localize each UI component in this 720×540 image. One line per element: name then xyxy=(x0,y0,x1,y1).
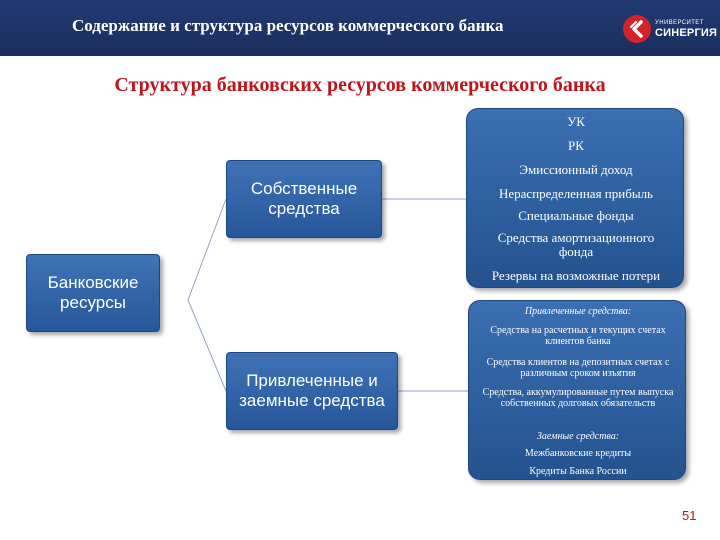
borrowed-funds-list xyxy=(468,300,686,480)
connector-root-borrowed xyxy=(188,300,226,391)
slide-subtitle: Структура банковских ресурсов коммерческого банка xyxy=(114,74,606,96)
list-item: Кредиты Банка России xyxy=(529,466,627,477)
list-heading: Привлеченные средства: xyxy=(524,306,632,317)
logo-text-synergy: СИНЕРГИЯ xyxy=(655,27,718,39)
list-item: Резервы на возможные потери xyxy=(491,268,661,283)
list-item: Межбанковские кредиты xyxy=(524,448,632,459)
node-bank-resources: Банковские ресурсы xyxy=(26,254,160,332)
list-item: Эмиссионный доход xyxy=(519,162,633,177)
list-item: УК xyxy=(567,114,585,129)
list-item: Средства на расчетных и текущих счетах клиентов банка xyxy=(490,325,666,347)
connector-root-own xyxy=(188,199,226,300)
node-borrowed-funds: Привлеченные и заемные средства xyxy=(226,352,398,430)
list-item: Средства клиентов на депозитных счетах с различным сроком изъятия xyxy=(486,357,670,379)
list-item: Нераспределенная прибыль xyxy=(499,186,653,201)
list-heading: Заемные средства: xyxy=(536,431,620,442)
page-number: 51 xyxy=(682,508,697,523)
header-title: Содержание и структура ресурсов коммерческого банка xyxy=(72,16,504,35)
own-funds-list xyxy=(466,108,684,288)
node-own-funds: Собственные средства xyxy=(226,160,382,238)
list-item: РК xyxy=(568,138,584,153)
list-item: Средства, аккумулированные путем выпуска собственных долговых обязательств xyxy=(482,387,674,409)
list-item: Специальные фонды xyxy=(518,208,634,223)
list-item: Средства амортизационного фонда xyxy=(497,230,655,259)
logo-text-university: УНИВЕРСИТЕТ xyxy=(655,20,704,26)
